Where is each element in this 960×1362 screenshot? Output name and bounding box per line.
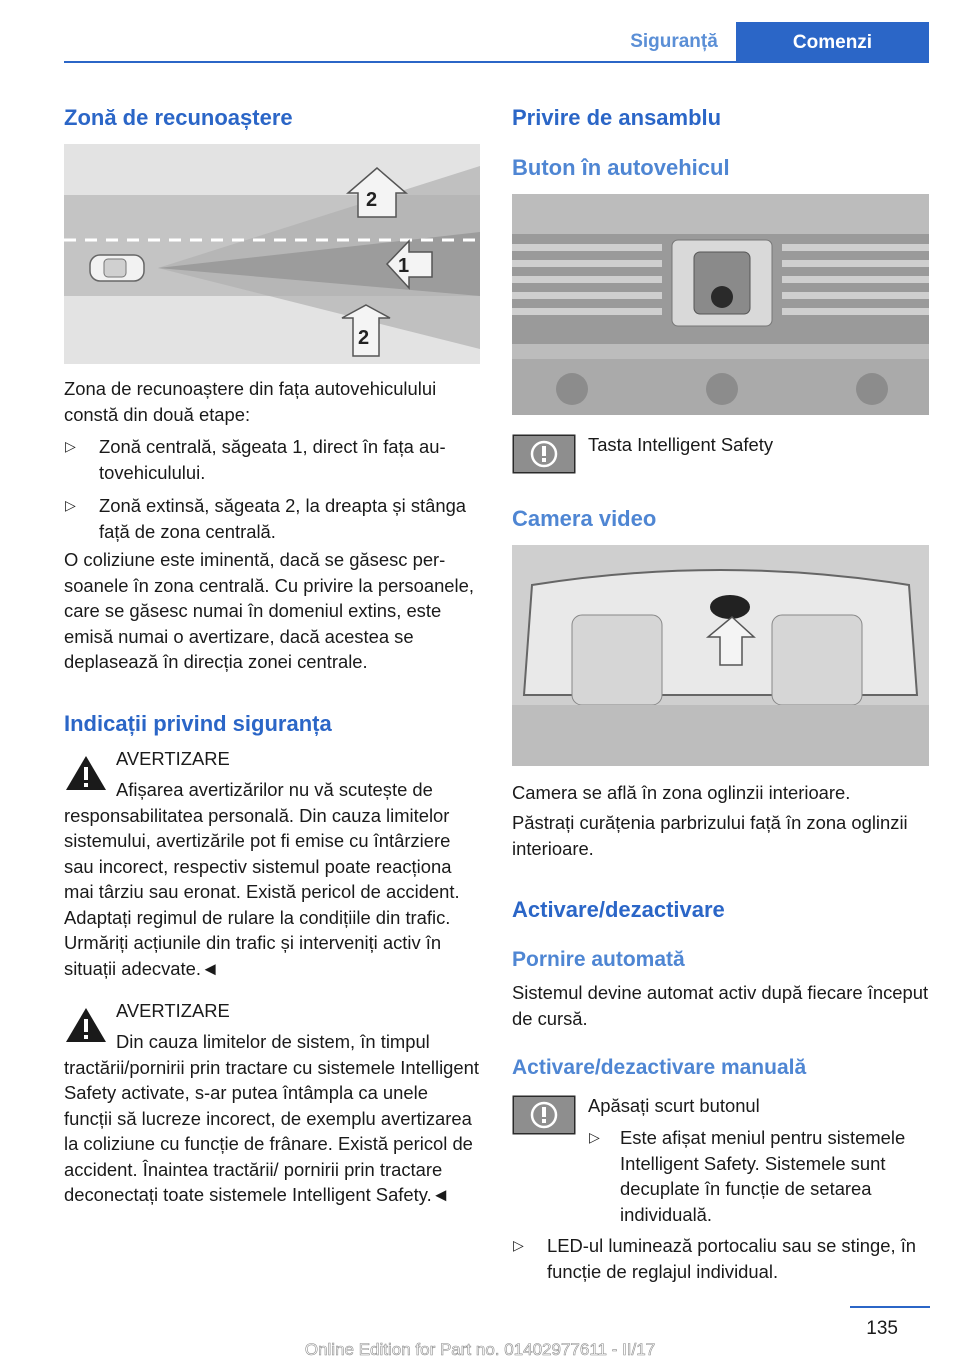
triangle-bullet-icon: ▷ xyxy=(65,438,76,454)
list-item: ▷ Zonă centrală, săgeata 1, direct în fața autovehiculului. xyxy=(65,436,446,483)
intelligent-safety-button-icon xyxy=(512,1095,576,1135)
arrow-label-bottom: 2 xyxy=(358,327,370,349)
warning-text: Afișarea avertizărilor nu vă scutește de responsabilitatea personală. Din cauza limitelor sistemului, avertizările pot fi emise cu întârziere sau incorect, respectiv sistemul poate reacționa mai târziu sau eronat. Există pericol de accident. Adaptați regimul de rulare la condițiile din trafic. Urmăriți acțiunile din trafic și interveniți activ în situații adecvate.◄ xyxy=(64,779,460,979)
heading-button: Buton în autovehicul xyxy=(512,155,730,180)
page-number: 135 xyxy=(866,1318,898,1339)
collision-paragraph: O coliziune este iminentă, dacă se găsesc persoanele în zona centrală. Cu privire la persoanele, care se găsesc numai în domeniul extins, este emisă numai o avertizare, dacă acestea se deplasează în direcția zonei centrale. xyxy=(64,549,474,672)
car-icon xyxy=(90,255,144,281)
intelligent-safety-button-icon xyxy=(512,434,576,474)
list-item: ▷ Este afișat meniul pentru sistemele Intelligent Safety. Sistemele sunt decuplate în funcție de setarea individuală. xyxy=(589,1127,906,1225)
camera-clean-text: Păstrați curățenia parbrizului față în zona oglinzii interioare. xyxy=(512,812,908,859)
tab-safety[interactable]: Siguranță xyxy=(630,31,718,52)
dashboard-button-photo xyxy=(512,194,929,415)
button-caption: Tasta Intelligent Safety xyxy=(588,434,774,455)
manual-text: Apăsați scurt butonul xyxy=(588,1095,760,1116)
heading-manual: Activare/dezactivare manuală xyxy=(512,1056,807,1079)
list-item: ▷ Zonă extinsă, săgeata 2, la dreapta și stânga față de zona centrală. xyxy=(65,495,467,542)
heading-camera: Camera video xyxy=(512,506,657,531)
edition-watermark: Online Edition for Part no. 01402977611 - II/17 xyxy=(304,1340,656,1359)
triangle-bullet-icon: ▷ xyxy=(589,1129,600,1145)
heading-overview: Privire de ansamblu xyxy=(512,105,722,130)
arrow-label-top: 2 xyxy=(366,189,378,211)
list-item: ▷ LED-ul luminează portocaliu sau se stinge, în funcție de reglajul individual. xyxy=(513,1235,917,1282)
camera-location-text: Camera se află în zona oglinzii interioare. xyxy=(512,782,851,803)
heading-recognition-zone: Zonă de recunoaștere xyxy=(64,105,293,130)
warning-title: AVERTIZARE xyxy=(116,1000,230,1021)
heading-activation: Activare/dezactivare xyxy=(512,897,725,922)
triangle-bullet-icon: ▷ xyxy=(65,497,76,513)
tab-controls[interactable]: Comenzi xyxy=(736,22,929,63)
recognition-zone-diagram xyxy=(64,144,480,364)
warning-text: Din cauza limitelor de sistem, în timpul tractării/pornirii prin tractare cu sistemele Intelligent Safety activate, s-ar putea întâmpla ca unele funcții să lucreze incorect, de exemplu avertizarea la coliziune cu funcție de frânare. Există pericol de accident. Înaintea tractării/ pornirii prin tractare deconectați toate sistemele Intelligent Safety.◄ xyxy=(64,1031,479,1205)
auto-start-text: Sistemul devine automat activ după fiecare început de cursă. xyxy=(512,982,929,1029)
camera-photo xyxy=(512,545,929,766)
heading-auto-start: Pornire automată xyxy=(512,948,685,971)
zone-intro: Zona de recunoaștere din fața autovehiculului constă din două etape: xyxy=(64,378,437,425)
warning-title: AVERTIZARE xyxy=(116,748,230,769)
triangle-bullet-icon: ▷ xyxy=(513,1237,524,1253)
heading-safety-notes: Indicații privind siguranța xyxy=(64,711,332,736)
arrow-label-mid: 1 xyxy=(398,255,410,277)
footer-rule xyxy=(850,1306,930,1308)
header-rule xyxy=(64,61,929,63)
